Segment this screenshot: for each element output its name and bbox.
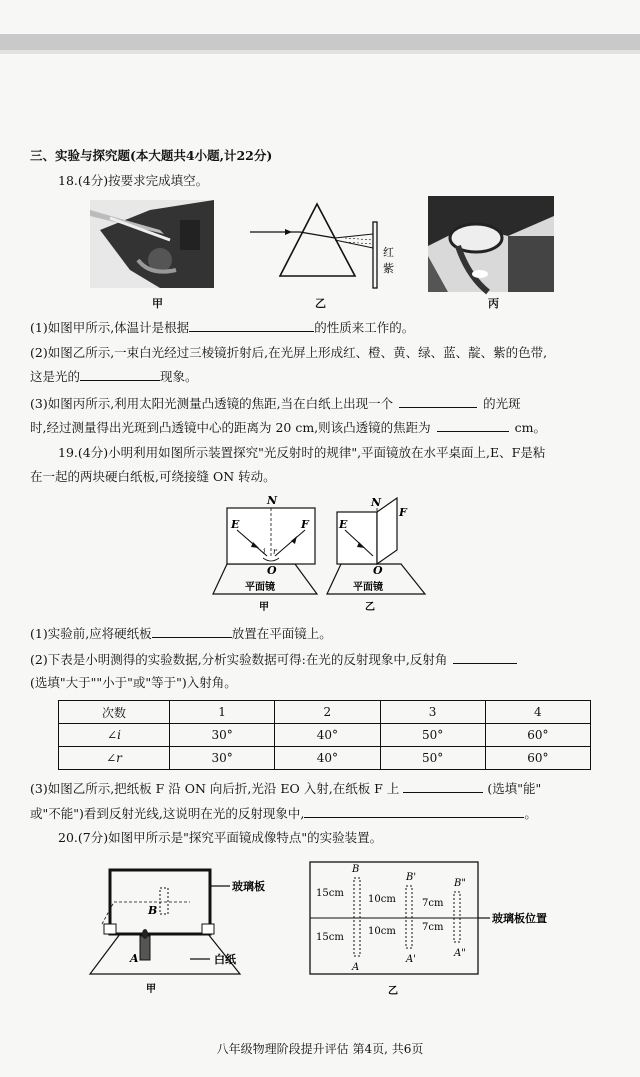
q19-part2-line1 xyxy=(30,651,517,668)
q19-p3-text-d: 。 xyxy=(524,806,537,821)
q19-p2-text-a: (2)下表是小明测得的实验数据,分析实验数据可得:在光的反射现象中,反射角 xyxy=(30,652,448,667)
point-A-double-prime: A" xyxy=(454,948,466,959)
table-header-cell: 1 xyxy=(170,701,275,724)
point-B-double-prime: B" xyxy=(454,878,466,889)
q20-title: 20.(7分)如图甲所示是"探究平面镜成像特点"的实验装置。 xyxy=(58,830,383,845)
q19-p3-text-b: (选填"能" xyxy=(487,781,542,796)
q18-p1-text-a: (1)如图甲所示,体温计是根据 xyxy=(30,320,190,335)
q20-label-paper: 白纸 xyxy=(214,953,236,966)
q19-part3-line1 xyxy=(30,780,541,797)
q19-line2: 在一起的两块硬白纸板,可绕接缝 ON 转动。 xyxy=(30,469,276,484)
q18-p3-text-a: (3)如图丙所示,利用太阳光测量凸透镜的焦距,当在白纸上出现一个 xyxy=(30,396,394,411)
q19-p3-blank-conclusion[interactable] xyxy=(304,805,524,818)
fig-label-F2: F xyxy=(399,506,407,519)
q18-part3-line2 xyxy=(30,419,546,436)
q19-part3-line2 xyxy=(30,805,537,822)
q18-photo-bing xyxy=(428,196,554,292)
table-cell: 40° xyxy=(275,724,380,747)
q18-p3-text-b: 的光斑 xyxy=(483,396,521,411)
q18-p3-text-d: cm。 xyxy=(514,420,547,435)
dist-10cm-top: 10cm xyxy=(368,894,396,905)
fig-label-i: i xyxy=(263,547,266,556)
q18-p1-blank[interactable] xyxy=(189,319,314,332)
q18-photo-jia xyxy=(90,200,214,288)
screen-label-red: 红 xyxy=(383,246,394,259)
dist-15cm-bottom: 15cm xyxy=(316,932,344,943)
point-B: B xyxy=(352,864,360,875)
table-cell: 50° xyxy=(380,724,485,747)
q19-reflection-diagram xyxy=(205,494,435,616)
dist-10cm-bottom: 10cm xyxy=(368,926,396,937)
q19-data-table xyxy=(58,700,591,770)
table-cell: 60° xyxy=(485,724,590,747)
scan-top-band-edge xyxy=(0,50,640,54)
q20-caption-yi: 乙 xyxy=(388,986,398,997)
fig-label-mirror1: 平面镜 xyxy=(245,582,275,593)
q19-p3-blank-see[interactable] xyxy=(403,780,483,793)
fig-label-E1: E xyxy=(231,518,240,531)
table-header-cell: 4 xyxy=(485,701,590,724)
q19-caption-yi: 乙 xyxy=(365,602,375,613)
q20-position-diagram xyxy=(308,858,568,998)
page-footer: 八年级物理阶段提升评估 第4页, 共6页 xyxy=(216,1042,424,1056)
table-cell: 30° xyxy=(170,747,275,770)
q18-p2-text-a: 这是光的 xyxy=(30,369,81,384)
table-header-cell: 3 xyxy=(380,701,485,724)
scan-top-band xyxy=(0,34,640,50)
table-cell: 50° xyxy=(380,747,485,770)
q18-part2-line2 xyxy=(30,368,198,385)
q19-line1: 19.(4分)小明利用如图所示装置探究"光反射时的规律",平面镜放在水平桌面上,E、F是粘 xyxy=(58,445,546,460)
q20-label-glass: 玻璃板 xyxy=(232,880,265,893)
table-cell: 60° xyxy=(485,747,590,770)
q18-p1-text-b: 的性质来工作的。 xyxy=(314,320,415,335)
fig-label-O1: O xyxy=(267,564,277,577)
table-cell: ∠r xyxy=(59,747,170,770)
fig-label-N2: N xyxy=(371,496,382,509)
q18-caption-jia: 甲 xyxy=(152,297,163,310)
q18-p2-blank[interactable] xyxy=(80,368,160,381)
dist-7cm-top: 7cm xyxy=(422,898,444,909)
point-A: A xyxy=(352,962,360,973)
point-B-prime: B' xyxy=(406,872,417,883)
q18-caption-yi: 乙 xyxy=(315,297,326,310)
table-cell: ∠i xyxy=(59,724,170,747)
q18-part1 xyxy=(30,319,414,336)
q19-caption-jia: 甲 xyxy=(259,602,269,613)
table-header-row xyxy=(59,701,591,724)
q19-p1-blank[interactable] xyxy=(152,625,232,638)
q19-p1-text-a: (1)实验前,应将硬纸板 xyxy=(30,626,152,641)
q20-label-glass-position: 玻璃板位置 xyxy=(492,912,547,925)
table-cell: 30° xyxy=(170,724,275,747)
table-row xyxy=(59,747,591,770)
q20-caption-jia: 甲 xyxy=(146,984,156,995)
q19-part1 xyxy=(30,625,332,642)
q20-label-B: B xyxy=(148,904,158,917)
q18-title: 18.(4分)按要求完成填空。 xyxy=(58,173,209,188)
screen-label-violet: 紫 xyxy=(383,262,394,275)
q19-part2-line2: (选填"大于""小于"或"等于")入射角。 xyxy=(30,675,237,690)
table-header-cell: 次数 xyxy=(59,701,170,724)
q20-label-A: A xyxy=(130,952,139,965)
q18-part2-line1: (2)如图乙所示,一束白光经过三棱镜折射后,在光屏上形成红、橙、黄、绿、蓝、靛、紫的色带, xyxy=(30,345,548,360)
fig-label-F1: F xyxy=(301,518,309,531)
q18-p3-blank-focal[interactable] xyxy=(437,419,509,432)
table-row xyxy=(59,724,591,747)
table-header-cell: 2 xyxy=(275,701,380,724)
fig-label-mirror2: 平面镜 xyxy=(353,582,383,593)
q18-p2-text-b: 现象。 xyxy=(160,369,198,384)
table-cell: 40° xyxy=(275,747,380,770)
fig-label-r: r xyxy=(273,547,277,556)
q19-p3-text-c: 或"不能")看到反射光线,这说明在光的反射现象中, xyxy=(30,806,305,821)
q20-setup-diagram xyxy=(90,862,280,996)
fig-label-N1: N xyxy=(267,494,278,507)
dist-7cm-bottom: 7cm xyxy=(422,922,444,933)
q18-p3-blank-spot[interactable] xyxy=(399,395,477,408)
q19-p2-blank[interactable] xyxy=(453,651,517,664)
q19-p1-text-b: 放置在平面镜上。 xyxy=(231,626,332,641)
q18-p3-text-c: 时,经过测量得出光斑到凸透镜中心的距离为 20 cm,则该凸透镜的焦距为 xyxy=(30,420,431,435)
q18-part3-line1 xyxy=(30,395,521,412)
q18-caption-bing: 丙 xyxy=(488,297,499,310)
q19-p3-text-a: (3)如图乙所示,把纸板 F 沿 ON 向后折,光沿 EO 入射,在纸板 F 上 xyxy=(30,781,400,796)
q18-prism-diagram xyxy=(245,200,405,292)
section-title: 三、实验与探究题(本大题共4小题,计22分) xyxy=(30,148,273,163)
fig-label-O2: O xyxy=(373,564,383,577)
fig-label-E2: E xyxy=(339,518,348,531)
point-A-prime: A' xyxy=(406,954,416,965)
dist-15cm-top: 15cm xyxy=(316,888,344,899)
